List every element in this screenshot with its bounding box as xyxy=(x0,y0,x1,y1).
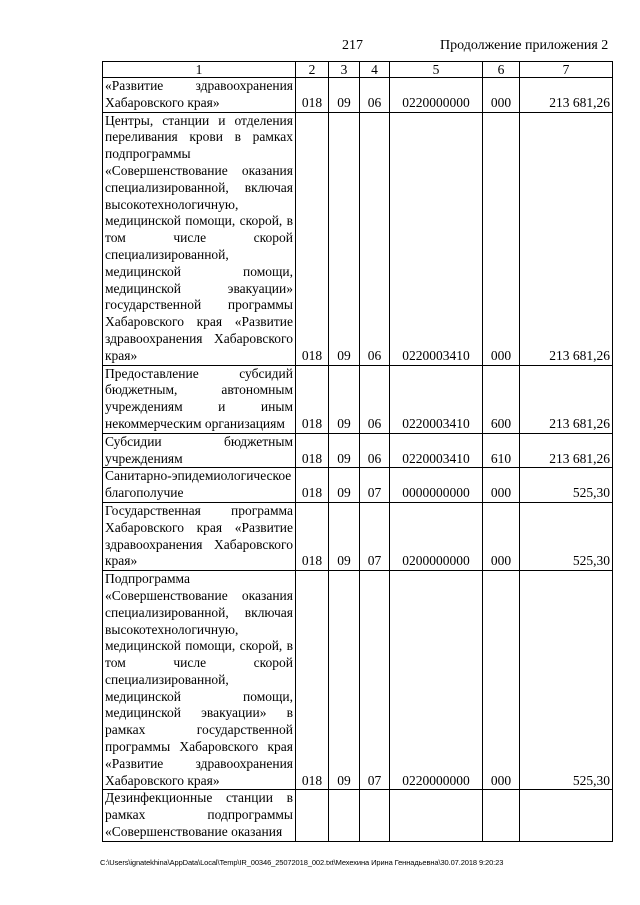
file-path-footer: C:\Users\ignatekhina\AppData\Local\Temp\IR_00346_25072018_002.txt\Мехехина Ирина Геннадьевна\30.07.2018 9:20:23 xyxy=(100,858,504,867)
row-name: Санитарно-эпидемиологическое благополучие xyxy=(103,468,296,503)
row-code-expense-type: 000 xyxy=(483,112,520,365)
row-code-expense-type: 610 xyxy=(483,433,520,468)
row-name: Центры, станции и отделения переливания крови в рамках подпрограммы «Совершенствование оказания специализированной, включая высокотехнологичную, медицинской помощи, скорой, в том числе скорой специализированной, медицинской помощи, медицинской эвакуации» государственной программы Хабаровского края «Развитие здравоохранения Хабаровского края» xyxy=(103,112,296,365)
row-code-section: 09 xyxy=(329,571,360,790)
row-amount: 525,30 xyxy=(520,502,613,570)
table-row xyxy=(103,790,613,841)
row-code-ministry: 018 xyxy=(296,365,329,433)
table-row xyxy=(103,365,613,433)
row-amount: 525,30 xyxy=(520,571,613,790)
row-code-target xyxy=(390,790,483,841)
row-name: «Развитие здравоохранения Хабаровского края» xyxy=(103,78,296,113)
budget-table xyxy=(102,61,613,842)
row-code-section: 09 xyxy=(329,433,360,468)
row-code-target: 0200000000 xyxy=(390,502,483,570)
row-code-subsection: 07 xyxy=(360,502,390,570)
column-header: 6 xyxy=(483,62,520,78)
row-code-ministry: 018 xyxy=(296,502,329,570)
row-name: Подпрограмма «Совершенствование оказания специализированной, включая высокотехнологичную, медицинской помощи, скорой, в том числе скорой специализированной, медицинской помощи, медицинской эвакуации» в рамках государственной программы Хабаровского края «Развитие здравоохранения Хабаровского края» xyxy=(103,571,296,790)
table-row xyxy=(103,433,613,468)
row-code-target: 0220003410 xyxy=(390,112,483,365)
table-header-row xyxy=(103,62,613,78)
row-code-section: 09 xyxy=(329,112,360,365)
row-code-target: 0220003410 xyxy=(390,365,483,433)
row-code-subsection: 06 xyxy=(360,365,390,433)
row-amount xyxy=(520,790,613,841)
row-code-expense-type xyxy=(483,790,520,841)
row-code-expense-type: 000 xyxy=(483,468,520,503)
table-row xyxy=(103,468,613,503)
row-code-section: 09 xyxy=(329,468,360,503)
column-header: 5 xyxy=(390,62,483,78)
row-code-ministry: 018 xyxy=(296,468,329,503)
column-header: 2 xyxy=(296,62,329,78)
row-code-section: 09 xyxy=(329,365,360,433)
row-code-subsection xyxy=(360,790,390,841)
column-header: 4 xyxy=(360,62,390,78)
row-name: Предоставление субсидий бюджетным, автономным учреждениям и иным некоммерческим организациям xyxy=(103,365,296,433)
row-code-subsection: 07 xyxy=(360,571,390,790)
row-amount: 213 681,26 xyxy=(520,112,613,365)
row-code-ministry: 018 xyxy=(296,78,329,113)
column-header: 3 xyxy=(329,62,360,78)
row-code-target: 0220000000 xyxy=(390,78,483,113)
row-amount: 213 681,26 xyxy=(520,365,613,433)
row-code-expense-type: 000 xyxy=(483,571,520,790)
row-code-section xyxy=(329,790,360,841)
row-name: Государственная программа Хабаровского края «Развитие здравоохранения Хабаровского края» xyxy=(103,502,296,570)
row-name: Субсидии бюджетным учреждениям xyxy=(103,433,296,468)
row-code-expense-type: 000 xyxy=(483,502,520,570)
row-code-section: 09 xyxy=(329,502,360,570)
row-code-target: 0220003410 xyxy=(390,433,483,468)
page-number: 217 xyxy=(342,38,363,53)
column-header: 7 xyxy=(520,62,613,78)
table-row xyxy=(103,78,613,113)
row-amount: 525,30 xyxy=(520,468,613,503)
table-row xyxy=(103,571,613,790)
row-amount: 213 681,26 xyxy=(520,433,613,468)
table-row xyxy=(103,112,613,365)
row-code-section: 09 xyxy=(329,78,360,113)
row-code-ministry: 018 xyxy=(296,433,329,468)
row-code-subsection: 06 xyxy=(360,112,390,365)
row-code-expense-type: 000 xyxy=(483,78,520,113)
row-code-ministry: 018 xyxy=(296,571,329,790)
row-code-subsection: 06 xyxy=(360,78,390,113)
row-code-target: 0220000000 xyxy=(390,571,483,790)
column-header: 1 xyxy=(103,62,296,78)
table-row xyxy=(103,502,613,570)
row-code-ministry: 018 xyxy=(296,112,329,365)
row-code-ministry xyxy=(296,790,329,841)
row-name: Дезинфекционные станции в рамках подпрограммы «Совершенствование оказания xyxy=(103,790,296,841)
row-code-subsection: 07 xyxy=(360,468,390,503)
row-code-subsection: 06 xyxy=(360,433,390,468)
row-amount: 213 681,26 xyxy=(520,78,613,113)
row-code-expense-type: 600 xyxy=(483,365,520,433)
row-code-target: 0000000000 xyxy=(390,468,483,503)
appendix-continuation-label: Продолжение приложения 2 xyxy=(440,38,609,53)
